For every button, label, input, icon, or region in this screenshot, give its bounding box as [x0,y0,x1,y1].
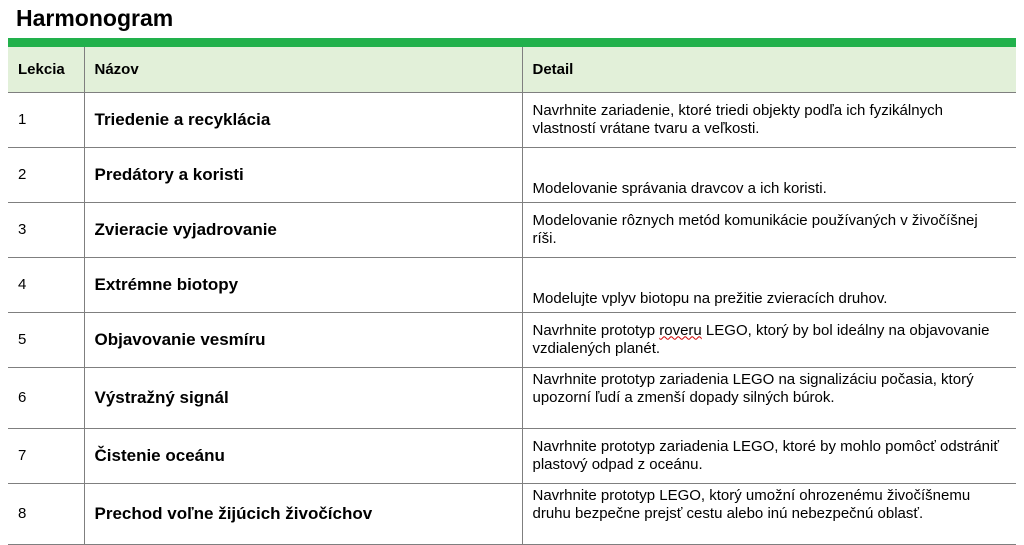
lesson-number: 4 [8,257,84,312]
schedule-table [8,47,1016,545]
lesson-number: 5 [8,312,84,367]
lesson-name: Zvieracie vyjadrovanie [84,202,522,257]
table-row [8,428,1016,483]
lesson-number: 8 [8,483,84,544]
header-detail: Detail [522,47,1016,92]
detail-text-before: Navrhnite prototyp [532,321,660,339]
lesson-name: Čistenie oceánu [84,428,522,483]
table-header-row [8,47,1016,92]
lesson-name: Triedenie a recyklácia [84,92,522,147]
header-lekcia: Lekcia [8,47,84,92]
lesson-number: 7 [8,428,84,483]
lesson-detail: Navrhnite prototyp zariadenia LEGO na signalizáciu počasia, ktorý upozorní ľudí a zmenší dopady silných búrok. [522,367,1016,428]
lesson-detail: Navrhnite prototyp LEGO, ktorý umožní ohrozenému živočíšnemu druhu bezpečne prejsť cestu alebo inú nebezpečnú oblasť. [522,483,1016,544]
detail-text-after: LEGO, ktorý by bol ideálny na objavovanie vzdialených planét. [532,321,990,357]
lesson-detail [522,312,1016,367]
lesson-number: 6 [8,367,84,428]
lesson-detail: Navrhnite zariadenie, ktoré triedi objekty podľa ich fyzikálnych vlastností vrátane tvaru a veľkosti. [522,92,1016,147]
lesson-name: Predátory a koristi [84,147,522,202]
table-row [8,147,1016,202]
table-row [8,483,1016,544]
table-row [8,312,1016,367]
lesson-number: 3 [8,202,84,257]
lesson-detail: Modelovanie rôznych metód komunikácie používaných v živočíšnej ríši. [522,202,1016,257]
lesson-name: Objavovanie vesmíru [84,312,522,367]
lesson-name: Prechod voľne žijúcich živočíchov [84,483,522,544]
lesson-detail: Modelujte vplyv biotopu na prežitie zvieracích druhov. [522,257,1016,312]
spellcheck-marked-word: roveru [659,321,702,339]
lesson-name: Výstražný signál [84,367,522,428]
header-nazov: Názov [84,47,522,92]
table-row [8,257,1016,312]
page-title: Harmonogram [16,5,174,31]
lesson-detail: Navrhnite prototyp zariadenia LEGO, ktoré by mohlo pomôcť odstrániť plastový odpad z oceánu. [522,428,1016,483]
table-row [8,92,1016,147]
title-accent-bar [8,38,1016,47]
table-row [8,202,1016,257]
lesson-number: 2 [8,147,84,202]
table-row [8,367,1016,428]
lesson-name: Extrémne biotopy [84,257,522,312]
lesson-detail: Modelovanie správania dravcov a ich koristi. [522,147,1016,202]
lesson-number: 1 [8,92,84,147]
